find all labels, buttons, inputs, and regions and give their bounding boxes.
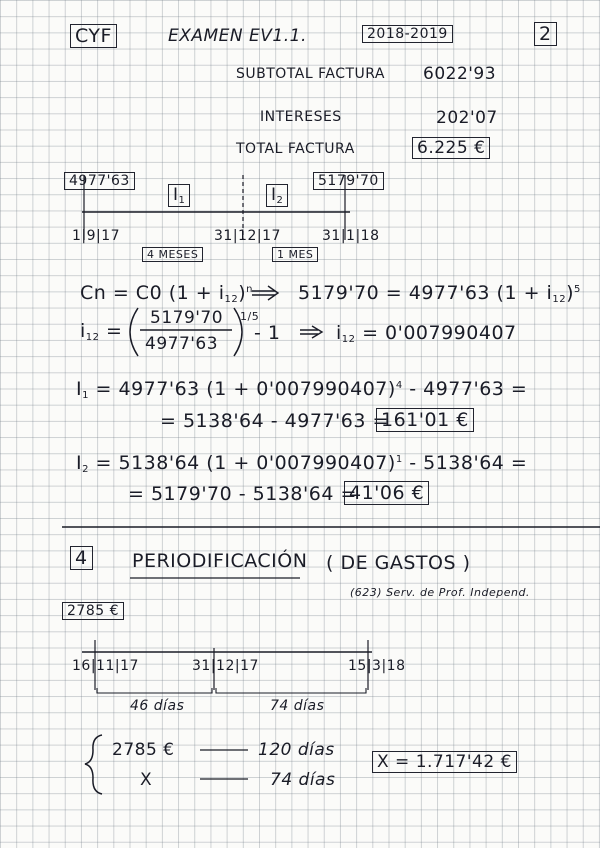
left-brace-icon <box>85 735 102 794</box>
page-number: 2 <box>534 22 557 46</box>
rate-symbol: $i_{12}$ = <box>80 320 123 343</box>
i2-equation: $I_2 = 5138'64$ $(1 + 0'007990407)^1 - 5138'64$ = <box>76 452 528 475</box>
section-title: PERIODIFICACIÓN <box>132 550 308 572</box>
rule-result: X = 1.717'42 € <box>372 751 517 773</box>
date-label: 31|1|18 <box>322 228 380 244</box>
course-code: CYF <box>70 24 117 48</box>
rate-result: $i_{12} = 0'007990407$ <box>336 322 517 345</box>
date-label: 31|12|17 <box>214 228 281 244</box>
days-label: 46 días <box>130 698 185 714</box>
date-label: 31|12|17 <box>192 658 259 674</box>
section-number: 4 <box>70 546 93 570</box>
span-month-label: 1 MES <box>272 247 318 262</box>
rule-row2-left: X <box>140 770 153 790</box>
expense-amount: 2785 € <box>62 602 124 620</box>
interest-label: INTERESES <box>260 109 342 125</box>
total-value: 6.225 € <box>412 137 490 159</box>
i2-result: 41'06 € <box>344 481 429 505</box>
fraction-tail: - 1 <box>254 322 281 344</box>
date-label: 15|3|18 <box>348 658 406 674</box>
exam-title: EXAMEN EV1.1. <box>168 26 307 46</box>
rule-row1-right: 120 días <box>258 740 335 760</box>
date-label: 1|9|17 <box>72 228 121 244</box>
rule-row2-right: 74 días <box>270 770 336 790</box>
i1-equation: $I_1 = 4977'63$ $(1 + 0'007990407)^4 - 4977'63$ = <box>76 378 528 401</box>
end-amount: 5179'70 <box>313 172 384 190</box>
rule-row1-left: 2785 € <box>112 740 175 760</box>
span-months-label: 4 MESES <box>142 247 203 262</box>
bracket-days1 <box>97 688 212 693</box>
fraction-exponent: 1/5 <box>240 310 260 323</box>
fraction-numerator: 5179'70 <box>150 308 224 328</box>
subtotal-value: 6022'93 <box>423 64 497 84</box>
account-note: (623) Serv. de Prof. Independ. <box>350 586 530 599</box>
arrow-right-icon <box>252 286 278 300</box>
start-amount: 4977'63 <box>64 172 135 190</box>
i2-equation-step: = 5179'70 - 5138'64 = <box>128 483 357 505</box>
days-label: 74 días <box>270 698 325 714</box>
date-label: 16|11|17 <box>72 658 139 674</box>
i1-equation-step: = 5138'64 - 4977'63 = <box>160 410 389 432</box>
interest-i2-label: $I_2$ <box>266 184 288 207</box>
subtotal-label: SUBTOTAL FACTURA <box>236 66 386 82</box>
interest-i1-label: $I_1$ <box>168 184 190 207</box>
fraction-paren-left <box>130 308 138 356</box>
total-label: TOTAL FACTURA <box>236 141 355 157</box>
compound-formula-applied: 5179'70 = 4977'63 $(1 + i_{12})^5$ <box>298 282 581 305</box>
interest-value: 202'07 <box>436 108 498 128</box>
fraction-denominator: 4977'63 <box>145 334 219 354</box>
bracket-days2 <box>216 688 366 693</box>
arrow-right-icon <box>300 326 322 338</box>
i1-result: 161'01 € <box>376 408 474 432</box>
year-badge: 2018-2019 <box>362 25 453 43</box>
compound-formula: Cn = C0 $(1 + i_{12})^n$ <box>80 282 253 305</box>
section-subtitle: ( DE GASTOS ) <box>326 552 471 574</box>
